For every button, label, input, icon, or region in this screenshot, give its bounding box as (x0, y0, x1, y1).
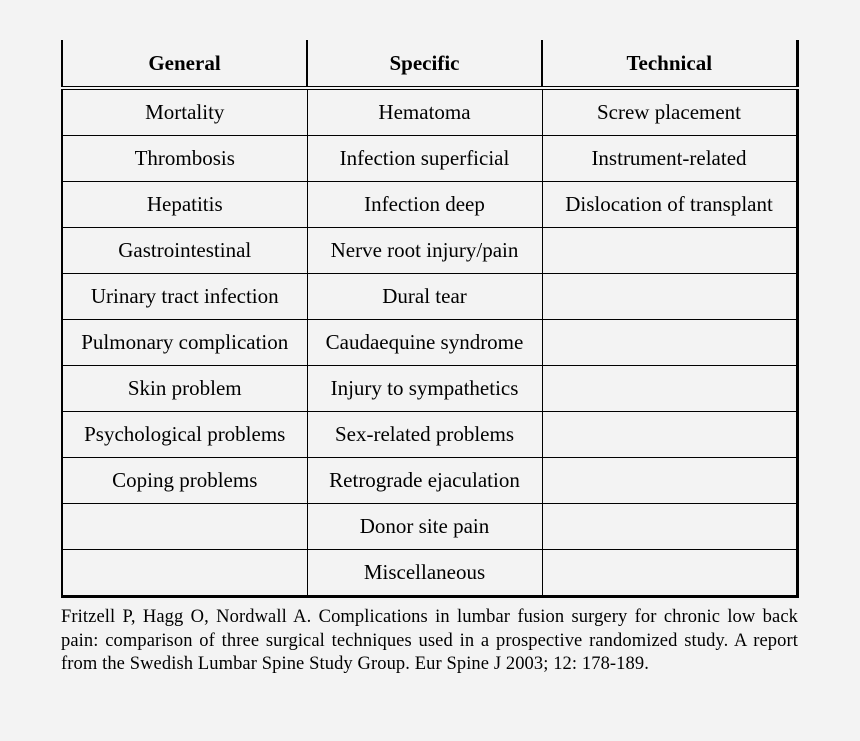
column-header-technical: Technical (542, 40, 797, 88)
table-cell: Nerve root injury/pain (307, 228, 542, 274)
table-cell: Gastrointestinal (62, 228, 307, 274)
complications-table-container (61, 40, 796, 598)
complications-table (61, 40, 799, 598)
table-cell: Injury to sympathetics (307, 366, 542, 412)
table-cell: Psychological problems (62, 412, 307, 458)
table-header (62, 40, 797, 88)
column-header-specific: Specific (307, 40, 542, 88)
table-cell (542, 458, 797, 504)
table-row (62, 136, 797, 182)
table-row (62, 366, 797, 412)
table-cell: Coping problems (62, 458, 307, 504)
table-row (62, 504, 797, 550)
table-row (62, 320, 797, 366)
table-cell: Screw placement (542, 88, 797, 136)
table-cell: Mortality (62, 88, 307, 136)
table-cell: Infection deep (307, 182, 542, 228)
table-cell: Donor site pain (307, 504, 542, 550)
table-row (62, 458, 797, 504)
table-cell: Thrombosis (62, 136, 307, 182)
table-cell: Hematoma (307, 88, 542, 136)
table-cell: Dislocation of transplant (542, 182, 797, 228)
table-cell (542, 504, 797, 550)
table-cell: Sex-related problems (307, 412, 542, 458)
table-cell: Caudaequine syndrome (307, 320, 542, 366)
table-cell: Pulmonary complication (62, 320, 307, 366)
table-cell (542, 550, 797, 597)
table-cell (542, 366, 797, 412)
table-cell (542, 412, 797, 458)
table-row (62, 274, 797, 320)
table-cell (542, 228, 797, 274)
table-row (62, 88, 797, 136)
table-cell (62, 504, 307, 550)
table-row (62, 412, 797, 458)
table-row (62, 550, 797, 597)
table-cell: Miscellaneous (307, 550, 542, 597)
header-row (62, 40, 797, 88)
table-cell (542, 274, 797, 320)
table-row (62, 182, 797, 228)
table-row (62, 228, 797, 274)
table-cell (542, 320, 797, 366)
table-cell: Instrument-related (542, 136, 797, 182)
table-cell: Skin problem (62, 366, 307, 412)
table-cell: Infection superficial (307, 136, 542, 182)
table-cell: Hepatitis (62, 182, 307, 228)
table-cell: Urinary tract infection (62, 274, 307, 320)
table-body (62, 88, 797, 597)
table-cell: Retrograde ejaculation (307, 458, 542, 504)
table-cell (62, 550, 307, 597)
table-cell: Dural tear (307, 274, 542, 320)
citation-text: Fritzell P, Hagg O, Nordwall A. Complications in lumbar fusion surgery for chronic low back pain: comparison of three surgical techniques used in a prospective randomized study. A report from the Swedish Lumbar Spine Study Group. Eur Spine J 2003; 12: 178-189. (61, 607, 798, 674)
column-header-general: General (62, 40, 307, 88)
